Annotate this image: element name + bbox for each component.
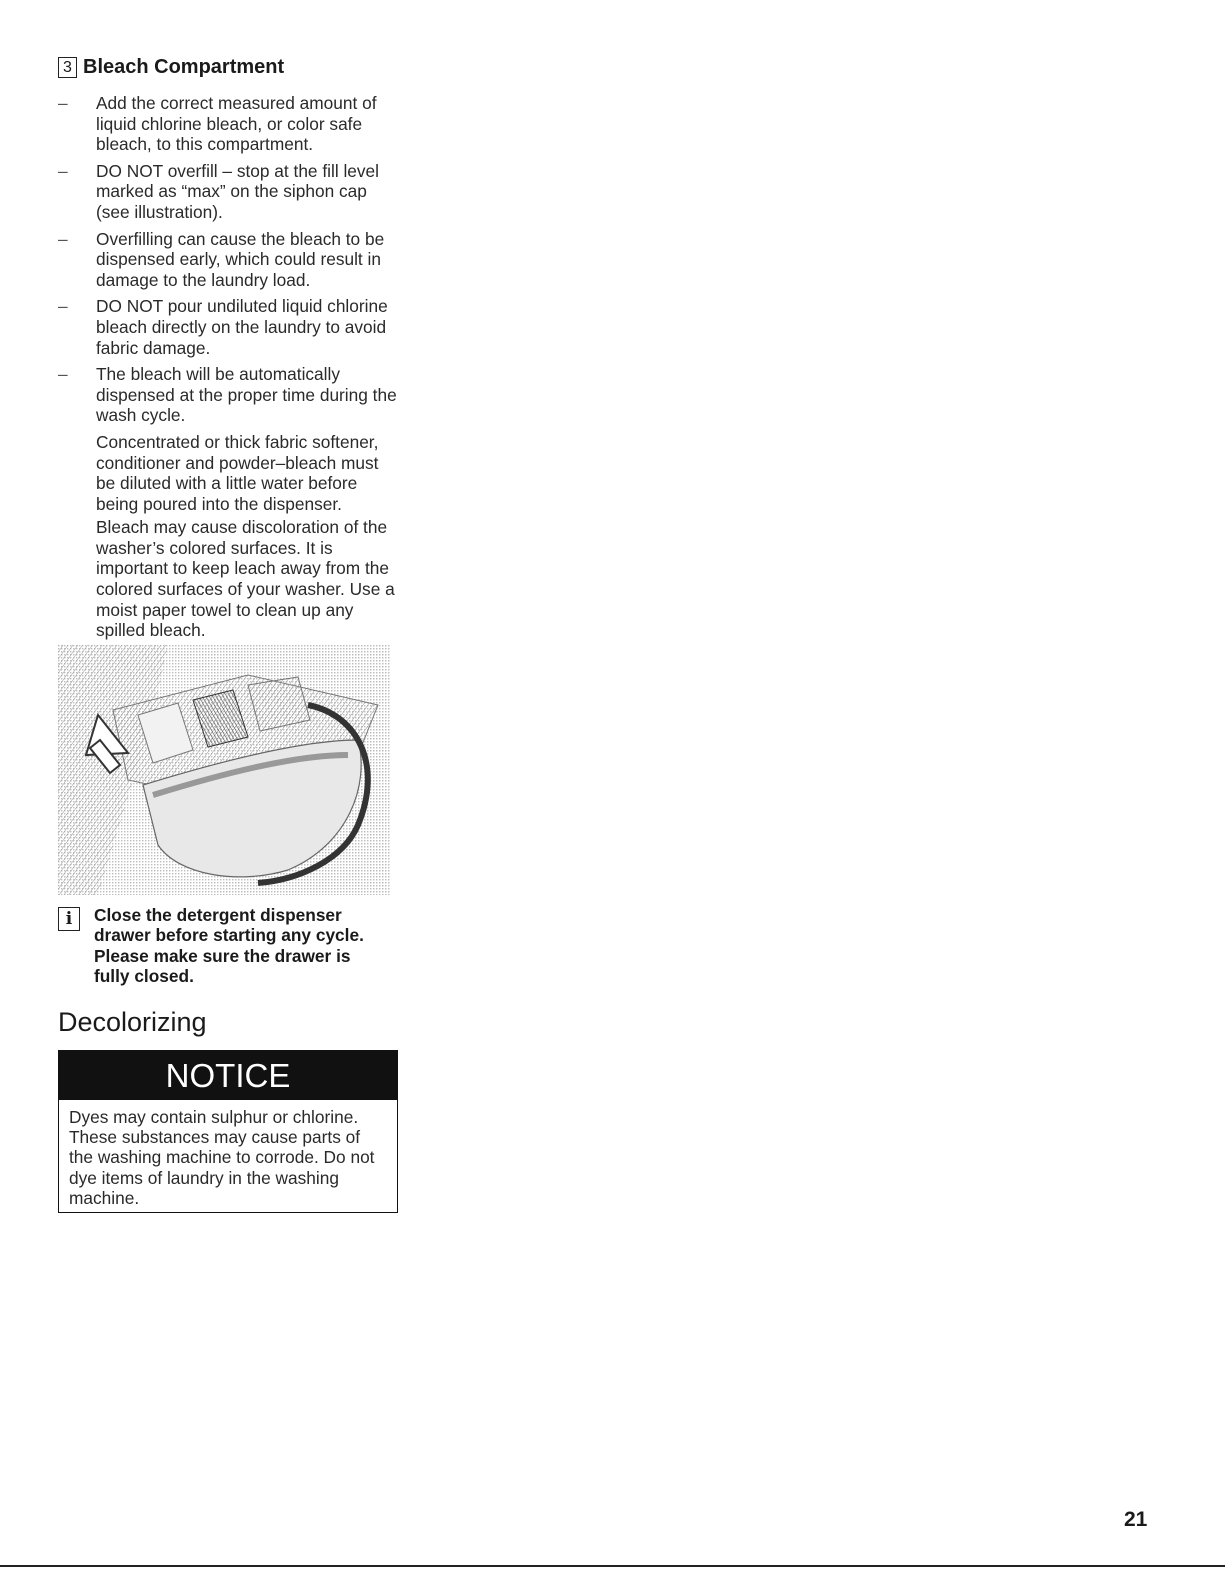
list-item: – The bleach will be automatically dispensed at the proper time during the wash cycle.: [58, 364, 398, 426]
bleach-instructions-list: [58, 93, 398, 426]
notice-box: [58, 1050, 398, 1213]
list-item: – DO NOT overfill – stop at the fill level marked as “max” on the siphon cap (see illustration).: [58, 161, 398, 223]
list-item: – Add the correct measured amount of liquid chlorine bleach, or color safe bleach, to this compartment.: [58, 93, 398, 155]
section-number-box-icon: 3: [58, 57, 77, 78]
paragraph: Concentrated or thick fabric softener, conditioner and powder–bleach must be diluted with a little water before being poured into the dispenser.: [96, 431, 379, 514]
info-icon: i: [58, 907, 80, 931]
info-note: [58, 905, 398, 987]
page-number: 21: [1124, 1508, 1148, 1531]
section-title: Bleach Compartment: [83, 56, 285, 78]
info-note-text: Close the detergent dispenser drawer before starting any cycle. Please make sure the drawer is fully closed.: [94, 904, 364, 987]
paragraph: Bleach may cause discoloration of the washer’s colored surfaces. It is important to keep leach away from the colored surfaces of your washer. Use a moist paper towel to clean up any spilled bleach.: [96, 517, 395, 641]
notice-label: NOTICE: [59, 1051, 397, 1100]
list-item: – DO NOT pour undiluted liquid chlorine bleach directly on the laundry to avoid fabric damage.: [58, 296, 398, 358]
dispenser-drawer-illustration: [58, 645, 391, 895]
footer-divider: [0, 1565, 1225, 1567]
content-column: [58, 56, 398, 1213]
list-item: – Overfilling can cause the bleach to be dispensed early, which could result in damage to the laundry load.: [58, 229, 398, 291]
section-heading: [58, 56, 398, 79]
notice-text: Dyes may contain sulphur or chlorine. These substances may cause parts of the washing machine to corrode. Do not dye items of laundry in the washing machine.: [69, 1106, 375, 1209]
decolorizing-heading: Decolorizing: [58, 1006, 207, 1037]
